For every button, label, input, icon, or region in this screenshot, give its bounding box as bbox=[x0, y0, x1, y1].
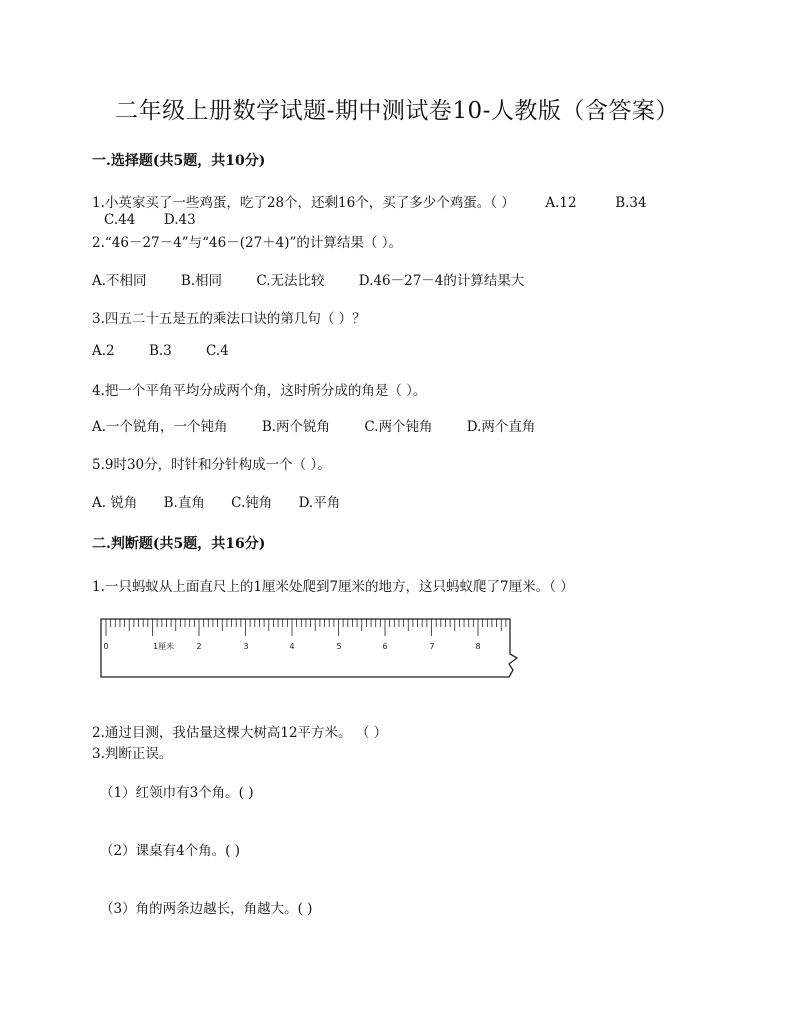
option: B.直角 bbox=[163, 495, 205, 511]
question-1-1-option-d: D.43 bbox=[163, 212, 196, 228]
question-2-3-text: 3.判断正误。 bbox=[92, 746, 173, 762]
page-title: 二年级上册数学试题-期中测试卷10-人教版（含答案） bbox=[115, 98, 679, 124]
ruler-label-3: 3 bbox=[243, 642, 249, 651]
ruler-label-6: 6 bbox=[382, 642, 388, 651]
option: A.2 bbox=[92, 343, 115, 359]
option: C.两个钝角 bbox=[364, 419, 433, 435]
question-1-2-text: 2.“46－27－4”与“46－(27＋4)”的计算结果（ ）。 bbox=[92, 235, 402, 251]
question-2-3-item-1: （1）红领巾有3个角。( ) bbox=[100, 785, 254, 801]
option: C.无法比较 bbox=[256, 273, 325, 289]
question-1-3-text: 3.四五二十五是五的乘法口诀的第几句（ ）？ bbox=[92, 311, 366, 327]
question-1-4-options bbox=[92, 415, 565, 435]
ruler-label-0: 0 bbox=[103, 642, 109, 651]
question-1-5-options bbox=[92, 491, 370, 511]
ruler-image bbox=[100, 618, 518, 678]
question-1-1-option-a: A.12 bbox=[545, 195, 577, 211]
question-1-5-text: 5.9时30分，时针和分针构成一个（ ）。 bbox=[92, 457, 331, 473]
option: C.4 bbox=[206, 343, 229, 359]
ruler-label-1: 1厘米 bbox=[153, 642, 175, 651]
question-1-1-text: 1.小英家买了一些鸡蛋，吃了28个，还剩16个，买了多少个鸡蛋。（ ） bbox=[92, 195, 515, 211]
option: B.相同 bbox=[180, 273, 223, 289]
section1-heading: 一.选择题(共5题，共10分) bbox=[92, 153, 266, 169]
question-2-3-item-3: （3）角的两条边越长，角越大。( ) bbox=[100, 901, 313, 917]
question-1-1-option-b: B.34 bbox=[615, 195, 647, 211]
option: D.平角 bbox=[298, 495, 341, 511]
ruler-label-4: 4 bbox=[289, 642, 295, 651]
question-2-2-text: 2.通过目测，我估量这棵大树高12平方米。 （ ） bbox=[92, 725, 388, 741]
ruler-label-7: 7 bbox=[429, 642, 435, 651]
question-1-1-options-line2 bbox=[104, 212, 196, 228]
ruler-label-5: 5 bbox=[336, 642, 342, 651]
option: C.钝角 bbox=[231, 495, 273, 511]
question-1-4-text: 4.把一个平角平均分成两个角，这时所分成的角是（ ）。 bbox=[92, 383, 427, 399]
option: D.两个直角 bbox=[466, 419, 536, 435]
option: A.一个锐角，一个钝角 bbox=[92, 419, 228, 435]
ruler-label-2: 2 bbox=[196, 642, 202, 651]
option: D.46－27－4的计算结果大 bbox=[358, 273, 525, 289]
option: B.两个锐角 bbox=[261, 419, 331, 435]
section2-heading: 二.判断题(共5题，共16分) bbox=[92, 536, 266, 552]
option: A.不相同 bbox=[92, 273, 147, 289]
question-1-3-options bbox=[92, 343, 259, 359]
question-2-3-item-2: （2）课桌有4个角。( ) bbox=[100, 843, 241, 859]
ruler-label-8: 8 bbox=[475, 642, 481, 651]
option: B.3 bbox=[148, 343, 172, 359]
question-1-1 bbox=[92, 191, 647, 211]
question-1-1-option-c: C.44 bbox=[104, 212, 136, 228]
option: A. 锐角 bbox=[92, 495, 138, 511]
question-2-1-text: 1.一只蚂蚁从上面直尺上的1厘米处爬到7厘米的地方，这只蚂蚁爬了7厘米。（ ） bbox=[92, 579, 574, 595]
question-1-2-options bbox=[92, 269, 554, 289]
